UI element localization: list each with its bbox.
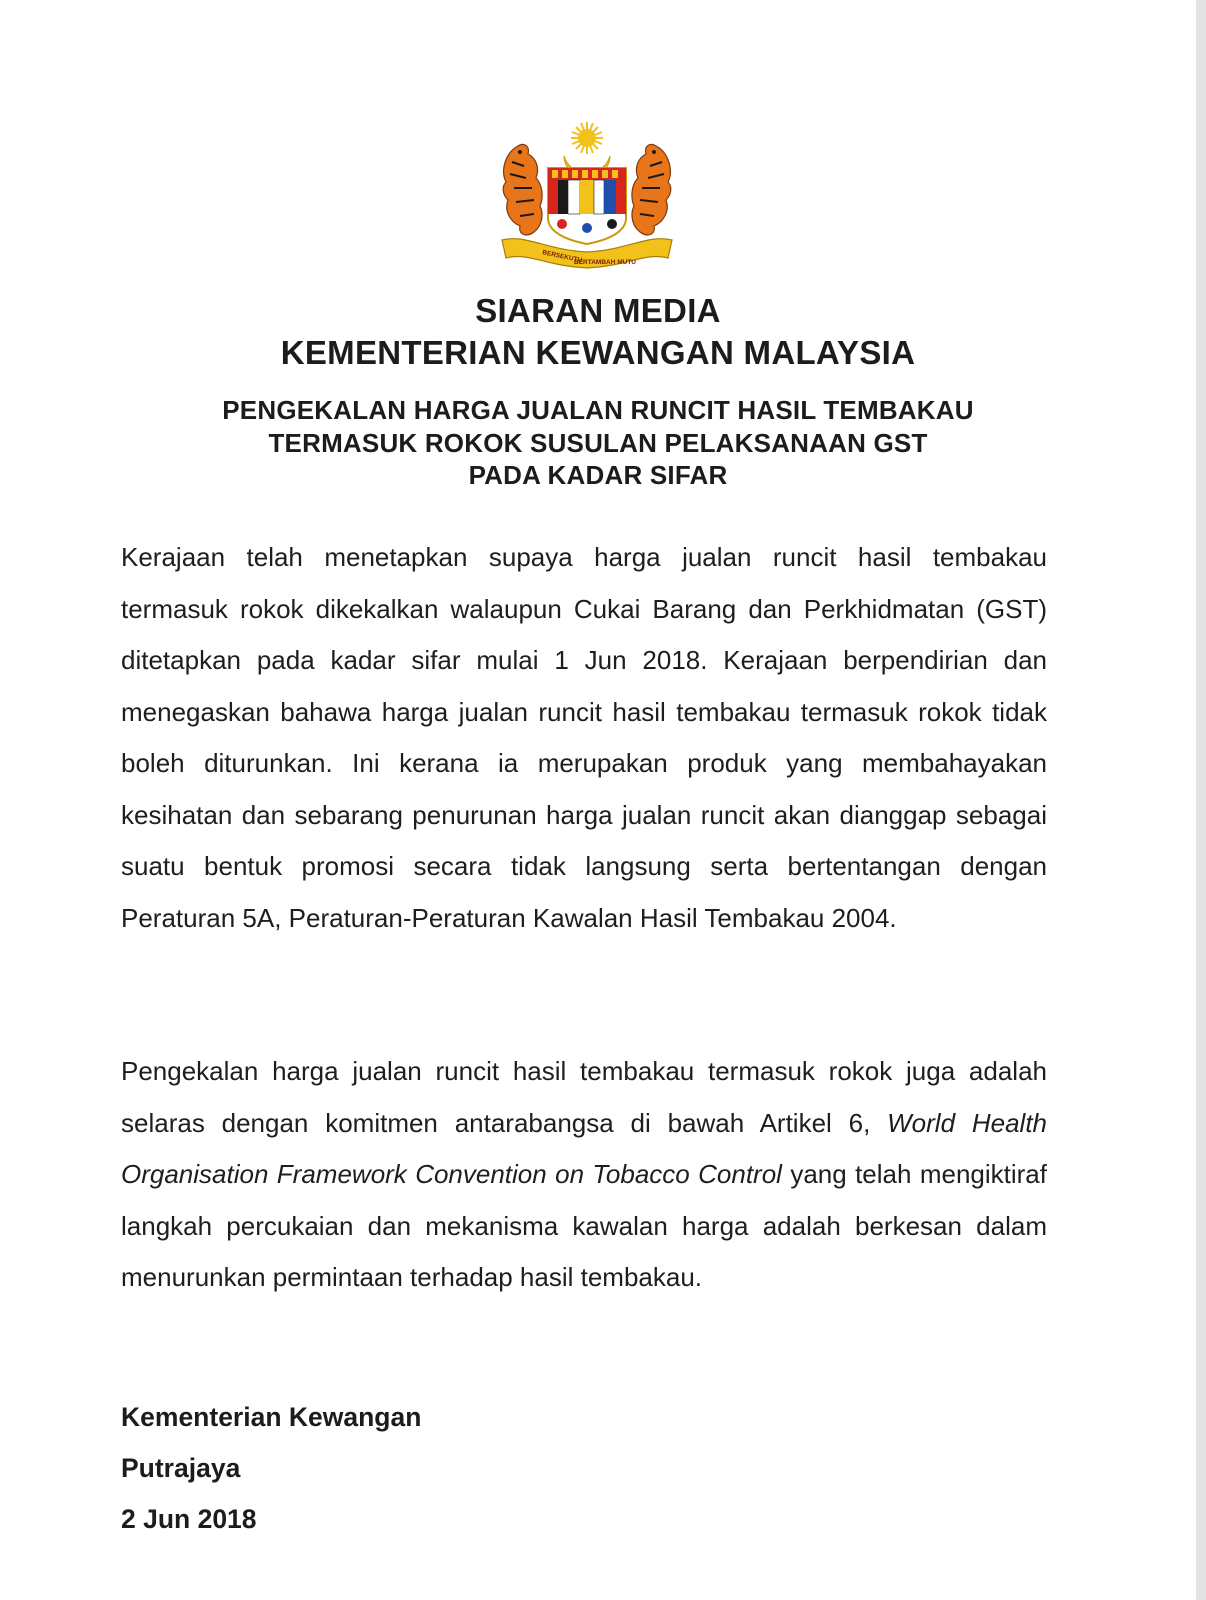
convention-title: World Health Organisation Framework Convention on Tobacco Control: [121, 1107, 1048, 1189]
body-paragraph-2: [121, 1046, 1047, 1304]
signoff-date: 2 Jun 2018: [121, 1504, 257, 1534]
paragraph-2-text-end: yang telah mengiktiraf langkah percukaian dan mekanisma kawalan harga adalah berkesan dalam menurunkan permintaan terhadap hasil tembakau.: [121, 1159, 1047, 1292]
subject-line-3: PADA KADAR SIFAR: [468, 460, 728, 490]
signoff-place: Putrajaya: [121, 1453, 241, 1483]
crest-motto-left: BERSEKUTU: [541, 249, 583, 265]
heading-line-1: SIARAN MEDIA: [475, 292, 721, 329]
subject-line-2: TERMASUK ROKOK SUSULAN PELAKSANAAN GST: [268, 427, 928, 458]
signoff-ministry: Kementerian Kewangan: [121, 1402, 422, 1432]
signoff-block: [121, 1392, 421, 1545]
paragraph-2-text-start: Pengekalan harga jualan runcit hasil tembakau termasuk rokok juga adalah selaras dengan komitmen antarabangsa di bawah Artikel 6,: [121, 1056, 1047, 1138]
body-paragraph-1: Kerajaan telah menetapkan supaya harga jualan runcit hasil tembakau termasuk rokok dikekalkan walaupun Cukai Barang dan Perkhidmatan (GST) ditetapkan pada kadar sifar mulai 1 Jun 2018. Kerajaan berpendirian dan menegaskan bahawa harga jualan runcit hasil tembakau termasuk rokok tidak boleh diturunkan. Ini kerana ia merupakan produk yang membahayakan kesihatan dan sebarang penurunan harga jualan runcit akan dianggap sebagai suatu bentuk promosi secara tidak langsung serta bertentangan dengan Peraturan 5A, Peraturan-Peraturan Kawalan Hasil Tembakau 2004.: [121, 542, 1047, 933]
press-release-heading: [0, 290, 1196, 374]
crest-motto-right: BERTAMBAH MUTU: [574, 259, 636, 266]
press-release-subject: [0, 394, 1196, 492]
page-edge-shadow: [1196, 0, 1206, 1600]
subject-line-1: PENGEKALAN HARGA JUALAN RUNCIT HASIL TEMBAKAU: [222, 395, 974, 425]
heading-line-2: KEMENTERIAN KEWANGAN MALAYSIA: [280, 334, 916, 371]
malaysia-coat-of-arms-logo: [496, 122, 678, 270]
